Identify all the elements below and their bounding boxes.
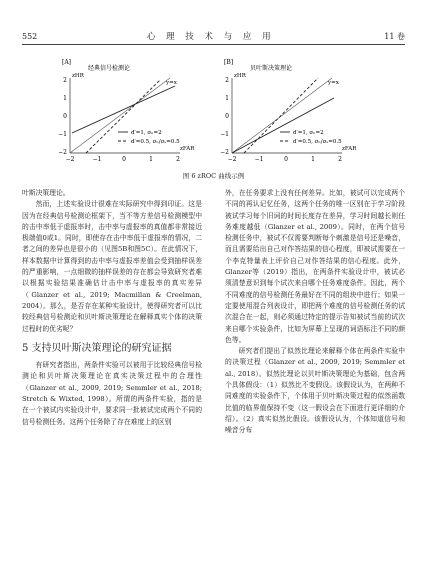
legend-label: d′=1, σₙ=2: [131, 130, 162, 136]
x-tick: 1: [149, 156, 153, 163]
figure-panel-b: [222, 58, 362, 166]
diagonal-label: y=x: [166, 80, 177, 86]
x-tick: 2: [338, 156, 342, 163]
y-tick: 0: [63, 113, 67, 120]
x-tick: −2: [65, 156, 75, 163]
header-rule: [22, 44, 405, 45]
panel-title: 贝叶斯决策理论: [250, 65, 293, 72]
y-tick: −1: [58, 131, 67, 138]
x-tick: 2: [176, 156, 180, 163]
legend-label: d′=0.5, σₙ/σₛ=0.5: [293, 139, 342, 145]
paragraph: 外，在任务要求上没有任何差异。比如，被试可以完成两个不同的再认记忆任务，这两个任务的唯一区别在于学习阶段被试学习每个旧词的时间长度存在差异，学习时间越长则任务难度越低（Glanzer et al., 2009）。同时，在两个信号检测任务中，被试不仅需要判断每个刺激是信号还是噪音，而且需要给出自己对作答结果的信心程度，即被试需要在一个李克特量表上评价自己对作答结果的信心程度。此外，Glanzer等（2019）指出，在两条件实验设计中，被试必须清楚意识到每个试次来自哪个任务难度条件。因此，两个不同难度的信号检测任务最好在不同的组块中进行；如果一定要使用混合列表设计，即把两个难度的信号检测任务的试次混合在一起，则必须通过特定的提示告知被试当前的试次来自哪个实验条件，比如为屏幕上呈现的词语标注不同的颜色等。: [225, 189, 405, 344]
x-tick: −2: [227, 156, 237, 163]
legend-label: d′=1, σₙ=2: [293, 130, 324, 136]
volume-label: 11 卷: [384, 31, 405, 41]
x-axis-label: zFAR: [180, 146, 195, 152]
y-axis-label: zHR: [72, 73, 84, 79]
left-column: [22, 188, 202, 428]
paragraph: 叶斯决策理论。: [22, 189, 70, 197]
y-tick: 1: [225, 95, 229, 102]
y-tick: 2: [225, 77, 229, 84]
y-axis-label: zHR: [234, 73, 246, 79]
y-tick: −1: [220, 131, 229, 138]
solid-zroc-line: [72, 86, 175, 133]
y-tick: 1: [63, 95, 67, 102]
y-tick: −2: [58, 149, 67, 156]
legend-label: d′=0.5, σₙ/σₛ=0.5: [131, 139, 180, 145]
x-tick: 0: [284, 156, 288, 163]
panel-label: [A]: [62, 59, 72, 66]
right-column: [225, 188, 405, 437]
figure-panel-a: [60, 58, 200, 166]
y-tick: −2: [220, 149, 229, 156]
figure-caption: 图 6 zROC 曲线示例: [182, 172, 245, 180]
paragraph: 研究者们提出了似然比理论来解释个体在两条件实验中的决策过程（Glanzer et al., 2009, 2019; Semmler et al., 2018）。似然比理论以贝叶斯决策理论为基础，包含两个具体假设：（1）似然比不变假设。该假设认为，在两种不同难度的实验条件下，个体用于贝叶斯决策过程的似然函数比值的临界值保持不变（这一假设会在下面进行更详细的介绍）。（2）真实似然比假设。该假设认为，个体知道信号和噪音分布: [225, 347, 405, 435]
y-tick: 2: [63, 77, 67, 84]
x-axis-label: zFAR: [342, 146, 357, 152]
section-heading: 5 支持贝叶斯决策理论的研究证据: [22, 342, 172, 354]
diagonal-label: y=x: [328, 80, 339, 86]
page-number: 552: [22, 31, 38, 41]
x-tick: 1: [311, 156, 315, 163]
panel-label: [B]: [224, 59, 234, 66]
x-tick: −1: [254, 156, 264, 163]
paragraph: 有研究者指出，两条件实验可以被用于比较经典信号检测论和贝叶斯决策理论在真实决策过程中的合理性（Glanzer et al., 2009, 2019; Semmler et al., 2018; Stretch & Wixted, 1998）。所谓的两条件实验，指的是在一个被试内实验设计中，要求同一批被试完成两个不同的信号检测任务。这两个任务除了存在难度上的区别: [22, 361, 202, 426]
y-tick: 0: [225, 113, 229, 120]
page-header: [22, 30, 405, 42]
x-tick: −1: [92, 156, 102, 163]
panel-title: 经典信号检测论: [88, 65, 131, 72]
journal-title: 心 理 技 术 与 应 用: [146, 32, 275, 42]
x-tick: 0: [122, 156, 126, 163]
paragraph: 然而，上述实验设计很难在实际研究中得到印证。这是因为在经典信号检测论框架下，当不等方差信号检测模型中的击中率低于虚报率时，击中率与虚报率的真值都非常接近极端值0或1。同时，即使存在击中率低于虚报率的情况，二者之间的差异也是很小的（见图5B和图5C）。在此情况下，样本数据中计算得到的击中率与虚报率差值会受到抽样误差的严重影响，一点细微的抽样误差的存在都会导致研究者难以根据实验结果准确估计击中率与虚报率的真实差异（Glanzer et al., 2019; Macmillan & Creelman, 2004）。那么，是否存在某种实验设计，使得研究者可以比较经典信号检测论和贝叶斯决策理论在解释真实个体的决策过程时的优劣呢？: [22, 200, 202, 333]
